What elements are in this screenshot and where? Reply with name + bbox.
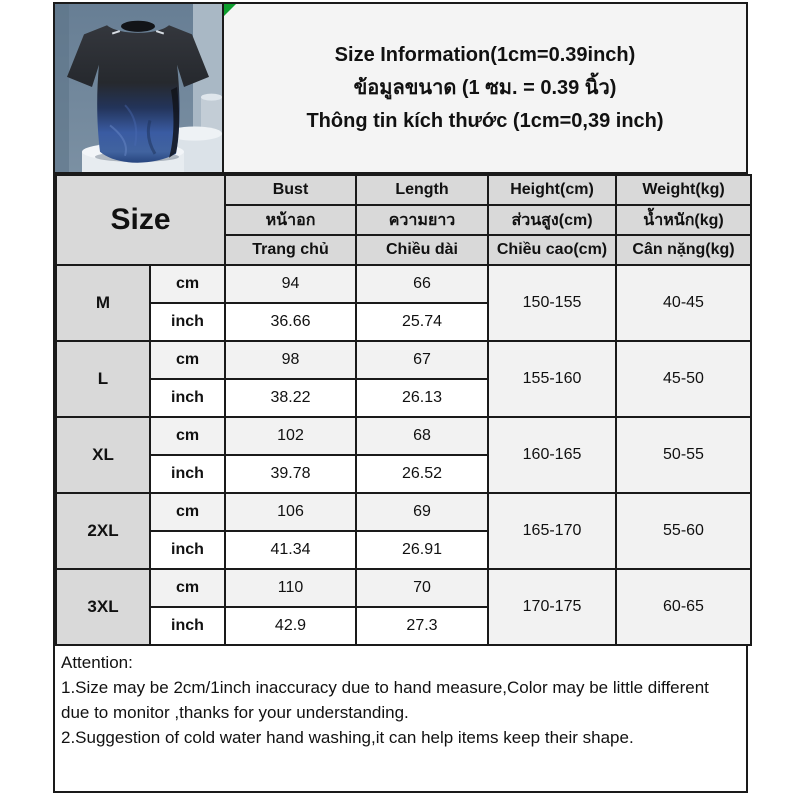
unit-cm-label: cm xyxy=(150,493,225,531)
size-label: 3XL xyxy=(56,569,150,645)
col-bust-vi: Trang chủ xyxy=(225,235,356,265)
col-height-vi: Chiều cao(cm) xyxy=(488,235,616,265)
unit-cm-label: cm xyxy=(150,417,225,455)
bust-inch-value: 36.66 xyxy=(225,303,356,341)
table-row xyxy=(56,341,751,379)
unit-cm-label: cm xyxy=(150,341,225,379)
col-weight-th: น้ำหนัก(kg) xyxy=(616,205,751,235)
attention-item-2: 2.Suggestion of cold water hand washing,it can help items keep their shape. xyxy=(61,728,634,747)
col-height-th: ส่วนสูง(cm) xyxy=(488,205,616,235)
height-range: 155-160 xyxy=(488,341,616,417)
length-inch-value: 26.52 xyxy=(356,455,488,493)
col-height-en: Height(cm) xyxy=(488,175,616,205)
weight-range: 60-65 xyxy=(616,569,751,645)
table-row xyxy=(56,493,751,531)
attention-item-1: 1.Size may be 2cm/1inch inaccuracy due to hand measure,Color may be little different due to monitor ,thanks for your understanding. xyxy=(61,678,709,722)
height-range: 165-170 xyxy=(488,493,616,569)
size-label: L xyxy=(56,341,150,417)
col-bust-th: หน้าอก xyxy=(225,205,356,235)
table-row xyxy=(56,265,751,303)
title-vietnamese: Thông tin kích thước (1cm=0,39 inch) xyxy=(306,110,664,132)
col-length-vi: Chiều dài xyxy=(356,235,488,265)
weight-range: 40-45 xyxy=(616,265,751,341)
attention-box xyxy=(55,646,746,791)
top-section xyxy=(55,4,746,174)
table-row xyxy=(56,569,751,607)
length-cm-value: 66 xyxy=(356,265,488,303)
col-weight-en: Weight(kg) xyxy=(616,175,751,205)
weight-range: 55-60 xyxy=(616,493,751,569)
attention-heading: Attention: xyxy=(61,653,133,672)
size-table xyxy=(55,174,752,646)
title-box xyxy=(224,4,746,172)
size-label: XL xyxy=(56,417,150,493)
size-label: 2XL xyxy=(56,493,150,569)
length-cm-value: 70 xyxy=(356,569,488,607)
size-label: M xyxy=(56,265,150,341)
bust-cm-value: 98 xyxy=(225,341,356,379)
unit-inch-label: inch xyxy=(150,607,225,645)
bust-inch-value: 42.9 xyxy=(225,607,356,645)
product-photo xyxy=(55,4,224,172)
weight-range: 45-50 xyxy=(616,341,751,417)
col-length-en: Length xyxy=(356,175,488,205)
bust-cm-value: 106 xyxy=(225,493,356,531)
length-cm-value: 69 xyxy=(356,493,488,531)
length-inch-value: 26.13 xyxy=(356,379,488,417)
bust-inch-value: 39.78 xyxy=(225,455,356,493)
weight-range: 50-55 xyxy=(616,417,751,493)
unit-inch-label: inch xyxy=(150,379,225,417)
bust-cm-value: 102 xyxy=(225,417,356,455)
col-bust-en: Bust xyxy=(225,175,356,205)
bust-inch-value: 41.34 xyxy=(225,531,356,569)
table-row xyxy=(56,417,751,455)
unit-cm-label: cm xyxy=(150,265,225,303)
bust-inch-value: 38.22 xyxy=(225,379,356,417)
unit-cm-label: cm xyxy=(150,569,225,607)
bust-cm-value: 110 xyxy=(225,569,356,607)
length-inch-value: 26.91 xyxy=(356,531,488,569)
unit-inch-label: inch xyxy=(150,303,225,341)
col-length-th: ความยาว xyxy=(356,205,488,235)
unit-inch-label: inch xyxy=(150,455,225,493)
corner-marker-icon xyxy=(224,4,236,16)
length-inch-value: 25.74 xyxy=(356,303,488,341)
unit-inch-label: inch xyxy=(150,531,225,569)
length-cm-value: 67 xyxy=(356,341,488,379)
size-chart-sheet xyxy=(53,2,748,793)
height-range: 170-175 xyxy=(488,569,616,645)
tshirt-image xyxy=(55,4,222,172)
length-cm-value: 68 xyxy=(356,417,488,455)
col-weight-vi: Cân nặng(kg) xyxy=(616,235,751,265)
length-inch-value: 27.3 xyxy=(356,607,488,645)
height-range: 150-155 xyxy=(488,265,616,341)
title-english: Size Information(1cm=0.39inch) xyxy=(334,44,636,66)
height-range: 160-165 xyxy=(488,417,616,493)
size-column-header: Size xyxy=(56,175,225,265)
title-thai: ข้อมูลขนาด (1 ซม. = 0.39 นิ้ว) xyxy=(353,77,617,99)
bust-cm-value: 94 xyxy=(225,265,356,303)
